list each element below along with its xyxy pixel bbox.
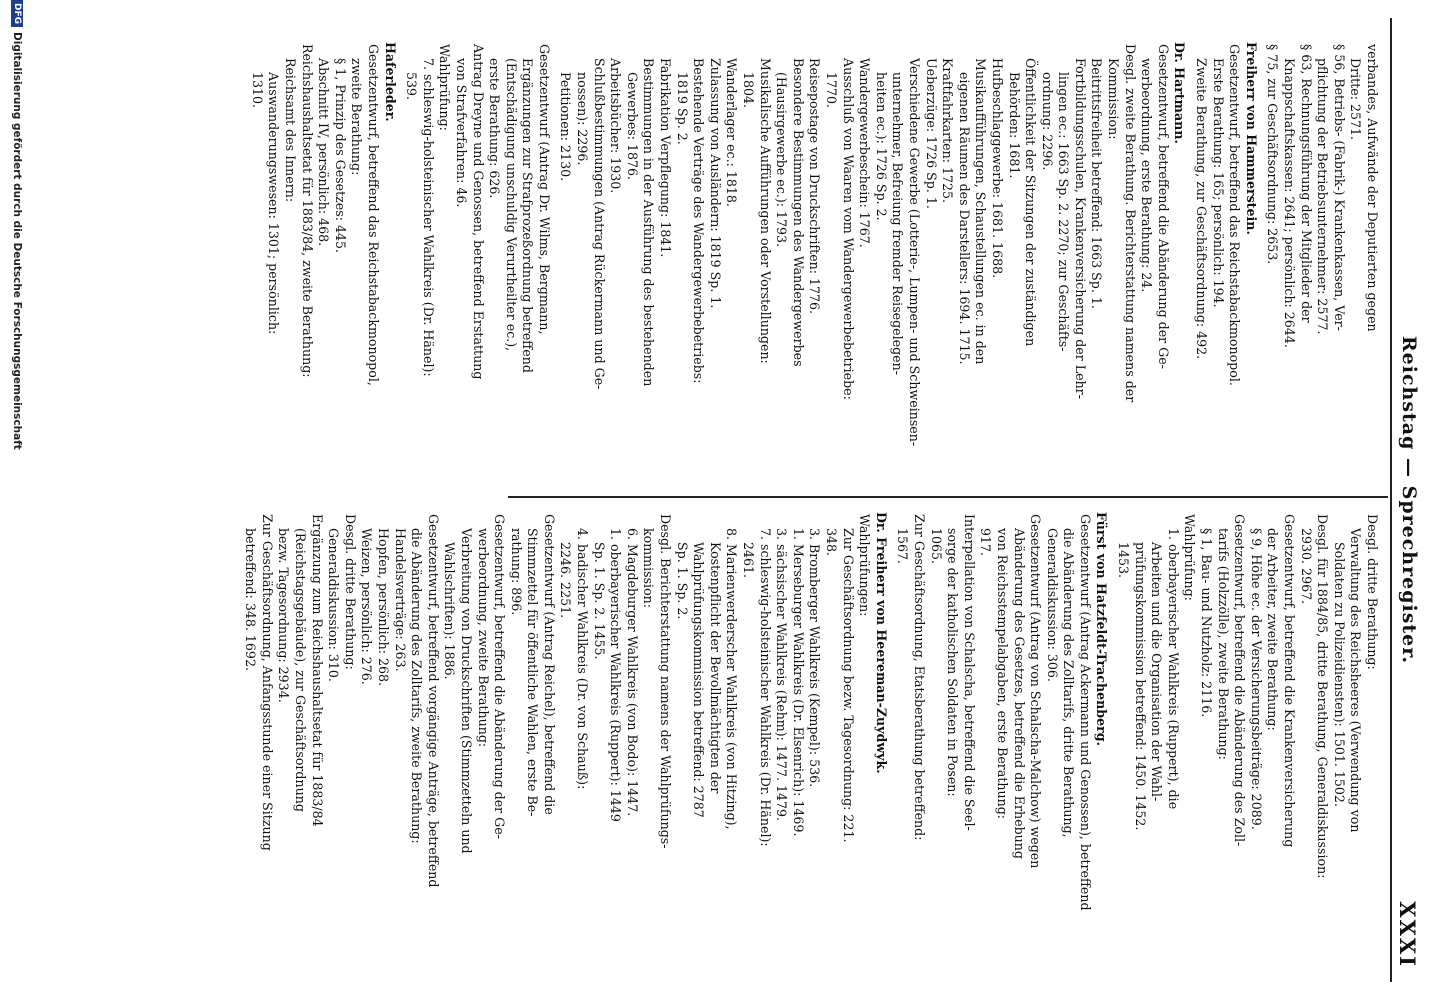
index-line: 1804. bbox=[741, 72, 757, 109]
index-line: 1567. bbox=[895, 528, 911, 565]
index-line: 917. bbox=[978, 528, 994, 557]
right-column bbox=[237, 512, 1380, 967]
index-line: von Strafverfahren: 46. bbox=[453, 58, 469, 208]
index-line: Desgl. dritte Berathung: bbox=[342, 514, 358, 670]
index-line: Abschnitt IV, persönlich: 468. bbox=[316, 58, 332, 247]
index-line: Zulassung von Ausländern: 1819 Sp. 1. bbox=[707, 58, 723, 309]
index-line: Soldaten zu Polizeidiensten): 1501. 1502. bbox=[1331, 542, 1347, 807]
index-line: Generaldiskussion: 310. bbox=[326, 528, 342, 682]
index-line: Gesetzentwurf, betreffend die Abänderung des Zoll- bbox=[1232, 514, 1248, 847]
index-line: Sp. 1. Sp. 2. bbox=[674, 542, 690, 620]
index-line: von Reichsstempelabgaben, erste Berathung: bbox=[994, 528, 1010, 820]
index-line: Ergänzung zum Reichshaushaltsetat für 1883/84 bbox=[309, 514, 325, 827]
index-line: pflichtung der Betriebsunternehmer: 2577. bbox=[1315, 58, 1331, 335]
footer-credit bbox=[2, 0, 28, 1000]
index-line: Gewerbes: 1876. bbox=[624, 72, 640, 181]
index-line: lingen ec.: 1663 Sp. 2. 2270; zur Geschäfts- bbox=[1056, 72, 1072, 352]
index-line: 1819 Sp. 2. bbox=[674, 72, 690, 145]
index-line: Gesetzentwurf, betreffend das Reichstabackmonopol. bbox=[1227, 44, 1243, 386]
index-line: Wahlprüfungskommission betreffend: 2787 bbox=[691, 542, 707, 818]
index-line: Verschiedene Gewerbe (Lotterie-, Lumpen- und Schweinsen- bbox=[906, 58, 922, 447]
index-line: 4. badischer Wahlkreis (Dr. von Schauß): bbox=[575, 528, 591, 790]
index-line: Dritte: 2571. bbox=[1348, 58, 1364, 141]
index-line: Generaldiskussion: 306. bbox=[1044, 528, 1060, 682]
index-line: Fortbildungsschulen, Krankenversicherung der Lehr- bbox=[1072, 58, 1088, 399]
index-line: § 75, zur Geschäftsordnung: 2653. bbox=[1265, 44, 1281, 265]
index-line: heiten ec.): 1726 Sp. 2. bbox=[873, 72, 889, 221]
speaker-name: Dr. Hartmann. bbox=[1172, 42, 1188, 144]
index-line: Desgl. zweite Berathung. Berichterstattung namens der bbox=[1122, 44, 1138, 403]
index-line: Schlußbestimmungen (Antrag Rückermann und Ge- bbox=[591, 58, 607, 390]
index-line: 7. schleswig-holsteinischer Wahlkreis (Dr. Hänel): bbox=[757, 528, 773, 847]
index-line: die Abänderung des Zolltarifs, dritte Berathung, bbox=[1061, 528, 1077, 838]
index-line: Gesetzentwurf, betreffend vorgängige Anträge, betreffend bbox=[425, 514, 441, 888]
index-line: § 1, Prinzip des Gesetzes: 445. bbox=[332, 58, 348, 253]
index-line: § 1, Bau- und Nutzholz: 2116. bbox=[1199, 528, 1215, 718]
page-header bbox=[1390, 20, 1424, 980]
index-line: Reichsamt des Innern: bbox=[283, 58, 298, 203]
index-line: 2930. 2967. bbox=[1298, 528, 1314, 605]
index-line: 1. Merseburger Wahlkreis (Dr. Elsenrich): 1469. bbox=[790, 528, 806, 837]
index-line: Kostenpflicht der Bevollmächtigten der bbox=[707, 542, 723, 794]
speaker-name: Dr. Freiherr von Heereman-Zuydwyk. bbox=[873, 512, 889, 774]
index-line: eigenen Räumen des Darstellers: 1694. 1715. bbox=[956, 72, 972, 365]
speaker-name: Fürst von Hatzfeldt-Trachenberg. bbox=[1094, 512, 1110, 746]
index-line: betreffend: 348. 1692. bbox=[243, 528, 259, 671]
index-line: 3. sächsischer Wahlkreis (Rehm): 1477. 1479. bbox=[774, 528, 790, 822]
index-line: Arbeitsbücher: 1930. bbox=[608, 58, 624, 194]
index-line: sorge der katholischen Soldaten in Posen: bbox=[945, 528, 961, 797]
index-line: ordnung: 2296. bbox=[1039, 72, 1055, 171]
page-number: XXXI bbox=[1395, 901, 1420, 968]
index-line: § 63, Rechnungsführung der Mitglieder der bbox=[1298, 44, 1314, 323]
left-column bbox=[243, 42, 1380, 497]
index-line: tarifs (Holzzölle), zweite Berathung: bbox=[1215, 528, 1231, 760]
index-line: Zur Geschäftsordnung bezw. Tagesordnung: 221. bbox=[840, 528, 856, 843]
index-line: 1. oberbayerischer Wahlkreis (Ruppert): 1449 bbox=[608, 528, 624, 822]
index-line: Hopfen, persönlich: 268. bbox=[375, 528, 391, 687]
index-line: Wandergewerbeschein: 1767. bbox=[857, 58, 873, 248]
index-line: 2461. bbox=[741, 542, 757, 579]
index-line: Handelsverträge: 263. bbox=[392, 528, 408, 672]
index-line: rathung: 896. bbox=[508, 528, 524, 616]
index-line: § 9, Höhe ec. der Versicherungsbeiträge: 2089. bbox=[1248, 528, 1264, 830]
index-line: Interpellation von Schalscha, betreffend die Seel- bbox=[961, 514, 977, 831]
index-line: Antrag Dreyne und Genossen, betreffend Erstattung bbox=[470, 44, 486, 380]
index-line: Wahlschriften): 1886. bbox=[442, 542, 458, 680]
index-line: Öffentlichkeit der Sitzungen der zuständigen bbox=[1023, 58, 1039, 347]
index-line: Verbreitung von Druckschriften (Stimmzetteln und bbox=[458, 528, 474, 854]
index-line: erste Berathung: 626. bbox=[487, 58, 503, 199]
index-line: Stimmzettel für öffentliche Wahlen, erste Be- bbox=[525, 528, 541, 817]
index-entry bbox=[1115, 512, 1381, 967]
index-line: Desgl. Berichterstattung namens der Wahlprüfungs- bbox=[658, 514, 674, 849]
index-line: (Hausirgewerbe ec.): 1793. bbox=[774, 72, 790, 248]
index-line: Reichshaushaltsetat für 1883/84, zweite Berathung: bbox=[299, 44, 315, 378]
dfg-logo: DFG bbox=[11, 0, 23, 27]
index-line: der Arbeiter, zweite Berathung: bbox=[1265, 528, 1281, 731]
index-line: kommission: bbox=[641, 528, 657, 609]
index-line: 1065. bbox=[928, 528, 944, 565]
index-line: Desgl. dritte Berathung: bbox=[1365, 514, 1380, 670]
index-line: Bestehende Verträge des Wandergewerbebetriebs: bbox=[691, 58, 707, 384]
index-line: Reisepostage von Druckschriften: 1776. bbox=[807, 58, 823, 315]
index-entry bbox=[242, 512, 889, 967]
index-entry bbox=[1192, 42, 1258, 497]
index-line: Wanderlager ec.: 1818. bbox=[724, 58, 740, 207]
index-line: Gesetzentwurf, betreffend die Krankenversicherung bbox=[1282, 514, 1298, 848]
index-line: Weizen, persönlich: 276. bbox=[359, 528, 375, 685]
header-rule bbox=[1390, 18, 1392, 982]
index-line: 348. bbox=[824, 528, 839, 557]
index-line: (Reichstagsgebäude), zur Geschäftsordnung bbox=[293, 528, 308, 812]
index-line: Sp. 1. Sp. 2. 1455. bbox=[591, 542, 607, 660]
index-entry bbox=[1264, 42, 1380, 497]
index-line: Wahlprüfung: bbox=[1182, 514, 1198, 601]
index-line: 1453. bbox=[1116, 542, 1132, 579]
index-line: verbandes, Aufwände der Deputierten gegen bbox=[1365, 44, 1380, 332]
index-entry bbox=[557, 42, 1188, 497]
index-line: Gesetzentwurf, betreffend die Abänderung der Ge- bbox=[1155, 44, 1171, 369]
index-line: Zweite Berathung, zur Geschäftsordnung: 492. bbox=[1194, 58, 1210, 360]
index-line: Erste Berathung: 165; persönlich: 194. bbox=[1210, 58, 1226, 308]
index-line: Fabrikation Verpflegung: 1841. bbox=[658, 58, 674, 258]
index-line: Wahlprüfung: bbox=[437, 44, 453, 131]
index-entry bbox=[403, 42, 552, 497]
index-line: Hufbeschlaggewerbe: 1681. 1688. bbox=[989, 58, 1005, 279]
index-line: Bestimmungen in der Ausführung des bestehenden bbox=[641, 58, 657, 387]
index-line: Arbeiten und die Organisation der Wahl- bbox=[1149, 542, 1165, 802]
index-line: werbeordnung, erste Berathung: 24. bbox=[1139, 58, 1155, 293]
index-line: Gesetzentwurf (Antrag von Schalscha-Malchow) wegen bbox=[1028, 514, 1044, 869]
index-line: bezw. Tagesordnung: 2934. bbox=[276, 528, 292, 703]
index-line: Gesetzentwurf, betreffend das Reichstabackmonopol, bbox=[365, 44, 381, 386]
index-line: 3. Bromberger Wahlkreis (Kempel): 536. bbox=[807, 528, 823, 788]
index-line: Kommission: bbox=[1106, 58, 1122, 140]
index-line: werbeordnung, zweite Berathung: bbox=[475, 528, 491, 748]
index-line: Knappschaftskassen: 2641; persönlich: 2644. bbox=[1282, 58, 1298, 348]
index-line: 7. schleswig-holsteinischer Wahlkreis (Dr. Hänel): bbox=[420, 58, 436, 377]
page-title: Reichstag — Sprechregister. bbox=[1398, 335, 1420, 665]
index-line: Ueberzüge: 1726 Sp. 1. bbox=[923, 58, 939, 209]
index-line: Gesetzentwurf (Antrag Reichel), betreffend die bbox=[541, 514, 557, 815]
speaker-name: Freiherr von Hammerstein. bbox=[1243, 42, 1259, 235]
index-line: Musikaufführungen, Schaustellungen ec. in den bbox=[973, 58, 989, 365]
index-line: Verwaltung des Reichsheeres (Verwendung von bbox=[1348, 528, 1364, 833]
index-line: 1. oberbayerischer Wahlkreis (Ruppert), die bbox=[1165, 528, 1181, 810]
index-line: 1310. bbox=[249, 72, 265, 109]
index-line: unternehmer, Befreiung fremder Reisegelegen- bbox=[890, 72, 906, 375]
index-line: Gesetzentwurf (Antrag Dr. Wilms, Bergmann, bbox=[536, 44, 552, 335]
index-line: (Entschädigung unschuldig Verurtheilter ec.), bbox=[503, 58, 519, 352]
index-line: Gesetzentwurf (Antrag Ackermann und Genossen), betreffend bbox=[1077, 514, 1093, 911]
speaker-name: Haferleder. bbox=[382, 42, 398, 122]
footer-credit-text: Digitalisierung gefördert durch die Deutsche Forschungsgemeinschaft bbox=[11, 32, 23, 450]
index-line: Abänderung des Gesetzes, betreffend die Erhebung bbox=[1011, 528, 1027, 859]
index-line: Petitionen: 2130. bbox=[558, 72, 574, 182]
index-line: 8. Marienwerderscher Wahlkreis (von Hitzing), bbox=[724, 528, 740, 830]
index-line: Zur Geschäftsordnung, Anfangsstunde einer Sitzung bbox=[259, 514, 275, 851]
index-entry bbox=[248, 42, 397, 497]
index-line: Behörden: 1681. bbox=[1006, 72, 1022, 179]
index-line: Auswanderungswesen: 1301; persönlich: bbox=[266, 72, 282, 335]
column-divider bbox=[508, 496, 1388, 498]
index-line: die Abänderung des Zolltarifs, zweite Berathung: bbox=[409, 528, 425, 844]
index-line: zweite Berathung: bbox=[349, 58, 365, 176]
index-line: Desgl. für 1884/85, dritte Berathung, Generaldiskussion: bbox=[1315, 514, 1331, 879]
index-line: § 56, Betriebs- (Fabrik-) Krankenkassen, Ver- bbox=[1331, 44, 1347, 331]
index-line: Wahlprüfungen: bbox=[857, 514, 873, 617]
index-line: Beitrittsfreiheit betreffend: 1663 Sp. 1. bbox=[1089, 58, 1105, 309]
index-line: nossen): 2296. bbox=[575, 72, 591, 166]
index-line: Zur Geschäftsordnung, Etatsberathung betreffend: bbox=[911, 514, 927, 841]
index-line: 2246. 2251. bbox=[558, 542, 574, 619]
index-entry bbox=[894, 512, 1110, 967]
index-line: Gesetzentwurf, betreffend die Abänderung der Ge- bbox=[492, 514, 508, 839]
index-line: 1770. bbox=[824, 72, 839, 109]
index-line: 539. bbox=[404, 72, 420, 101]
index-line: Besondere Bestimmungen des Wandergewerbes bbox=[790, 58, 806, 367]
index-line: Kraftfahrkarten: 1725. bbox=[940, 58, 956, 204]
index-line: Ergänzungen zur Strafprozeßordnung betreffend bbox=[520, 58, 536, 373]
index-line: 6. Magdeburger Wahlkreis (von Bodo): 1447. bbox=[624, 528, 640, 817]
index-line: prüfungskommission betreffend: 1450. 1452. bbox=[1132, 542, 1148, 831]
index-line: Ausschluß von Waaren vom Wandergewerbebetriebe: bbox=[840, 58, 856, 400]
index-line: Musikalische Aufführungen oder Vorstellungen: bbox=[757, 58, 773, 364]
